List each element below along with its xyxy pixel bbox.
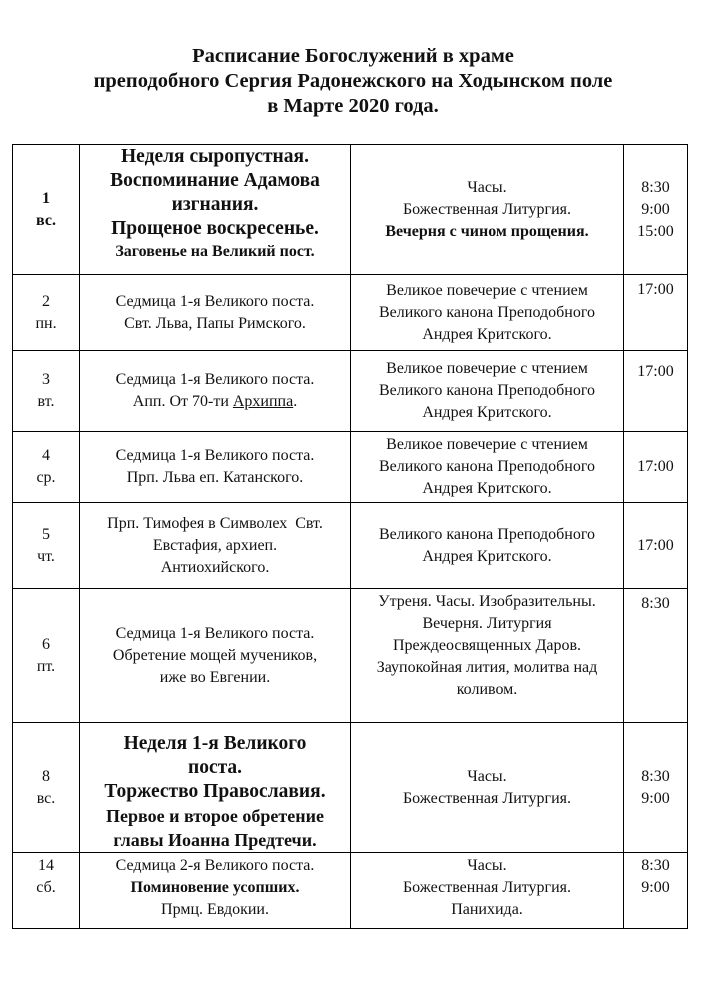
services-cell (351, 145, 624, 275)
services-cell (351, 275, 624, 351)
service-line: Великое повечерие с чтением (386, 360, 588, 377)
service-line: Часы. (467, 767, 507, 785)
service-line: Часы. (467, 178, 507, 196)
services-cell (351, 432, 624, 503)
title-line-2: преподобного Сергия Радонежского на Ходынском поле (93, 70, 613, 92)
time: 9:00 (641, 789, 670, 807)
day-number: 3 (42, 371, 50, 388)
service-line: Божественная Литургия. (402, 789, 572, 807)
occasion-text: Апп. От 70-ти (132, 393, 229, 410)
service-line: Великое повечерие с чтением (386, 436, 588, 453)
schedule-table (12, 144, 688, 929)
services-cell (351, 351, 624, 432)
service-line: Андрея Критского. (422, 404, 552, 421)
time: 17:00 (637, 536, 674, 554)
services-cell (351, 503, 624, 589)
times-cell (624, 275, 688, 351)
day-number: 8 (42, 767, 50, 785)
services-cell (351, 853, 624, 929)
day-number: 6 (42, 635, 50, 653)
occasion-line: Неделя сыропустная. (121, 146, 309, 167)
service-line: Великого канона Преподобного (378, 458, 596, 475)
times-cell (624, 723, 688, 853)
service-line: Заупокойная лития, молитва над (376, 659, 598, 676)
times-cell (624, 351, 688, 432)
service-line: Часы. (467, 857, 507, 874)
occasion-cell (80, 351, 351, 432)
occasion-cell (80, 432, 351, 503)
table-row (13, 503, 688, 589)
occasion-line: Неделя 1-я Великого (123, 733, 307, 754)
services-cell (351, 723, 624, 853)
service-line: Великого канона Преподобного (378, 303, 596, 321)
times-cell (624, 503, 688, 589)
times-cell (624, 589, 688, 723)
time: 8:30 (641, 767, 670, 785)
occasion-line: Свт. Льва, Папы Римского. (124, 314, 306, 332)
table-row (13, 589, 688, 723)
occasion-cell (80, 589, 351, 723)
table-row (13, 275, 688, 351)
date-cell (13, 503, 80, 589)
occasion-line: главы Иоанна Предтечи. (113, 830, 317, 850)
occasion-cell (80, 275, 351, 351)
day-number: 2 (42, 292, 50, 310)
table-row (13, 853, 688, 929)
time: 9:00 (641, 200, 670, 218)
archippus-link[interactable]: Архиппа (232, 393, 294, 410)
table-row (13, 432, 688, 503)
weekday: пт. (36, 657, 56, 675)
occasion-cell (80, 723, 351, 853)
title-line-1: Расписание Богослужений в храме (192, 45, 514, 67)
time: 15:00 (637, 222, 674, 240)
service-line: Вечерня с чином прощения. (385, 222, 589, 240)
service-line: коливом. (456, 681, 518, 698)
time: 8:30 (641, 178, 670, 196)
time: 17:00 (637, 458, 674, 475)
service-line: Божественная Литургия. (402, 200, 572, 218)
occasion-line: изгнания. (171, 194, 259, 215)
times-cell (624, 432, 688, 503)
time: 8:30 (641, 595, 670, 612)
weekday: вс. (36, 211, 56, 229)
occasion-line: Антиохийского. (160, 558, 270, 576)
times-cell (624, 853, 688, 929)
weekday: вт. (37, 393, 55, 410)
occasion-cell (80, 503, 351, 589)
time: 9:00 (641, 879, 670, 896)
service-line: Вечерня. Литургия (422, 615, 552, 632)
occasion-line: Прп. Льва еп. Катанского. (126, 469, 304, 486)
date-cell (13, 723, 80, 853)
occasion-line: Седмица 1-я Великого поста. (115, 292, 315, 310)
occasion-line: Апп. От 70-ти Архиппа. (132, 393, 298, 410)
time: 17:00 (637, 281, 674, 298)
page-title (0, 44, 706, 119)
service-line: Преждеосвященных Даров. (392, 637, 582, 654)
date-cell (13, 275, 80, 351)
occasion-line: Заговенье на Великий пост. (115, 243, 315, 260)
day-number: 5 (42, 525, 50, 543)
service-line: Великого канона Преподобного (378, 525, 596, 543)
occasion-line: иже во Евгении. (159, 668, 271, 686)
date-cell (13, 351, 80, 432)
occasion-line: Прощеное воскресенье. (111, 218, 319, 239)
occasion-line: поста. (187, 757, 243, 778)
title-line-3: в Марте 2020 года. (267, 95, 439, 117)
weekday: сб. (36, 879, 56, 896)
occasion-line: Прмц. Евдокии. (161, 901, 269, 918)
service-line: Андрея Критского. (422, 547, 552, 565)
service-line: Божественная Литургия. (402, 879, 572, 896)
weekday: вс. (36, 789, 56, 807)
date-cell (13, 432, 80, 503)
day-number: 14 (38, 857, 54, 874)
weekday: пн. (35, 314, 57, 332)
service-line: Андрея Критского. (422, 480, 552, 497)
occasion-cell (80, 145, 351, 275)
times-cell (624, 145, 688, 275)
occasion-line: Седмица 1-я Великого поста. (115, 624, 315, 642)
date-cell (13, 589, 80, 723)
occasion-line: Седмица 1-я Великого поста. (115, 371, 315, 388)
occasion-line: Первое и второе обретение (106, 806, 324, 826)
service-line: Утреня. Часы. Изобразительны. (378, 593, 596, 610)
occasion-line: Поминовение усопших. (130, 879, 300, 896)
day-number: 4 (42, 447, 50, 464)
occasion-line: Прп. Тимофея в Символех Свт. (107, 514, 323, 532)
date-cell (13, 145, 80, 275)
services-cell (351, 589, 624, 723)
day-number: 1 (42, 189, 50, 207)
occasion-line: Обретение мощей мучеников, (112, 646, 318, 664)
service-line: Великое повечерие с чтением (386, 281, 588, 299)
time: 8:30 (641, 857, 670, 874)
service-line: Андрея Критского. (422, 325, 552, 343)
occasion-line: Евстафия, архиеп. (152, 536, 278, 554)
date-cell (13, 853, 80, 929)
time: 17:00 (637, 363, 674, 380)
occasion-line: Торжество Православия. (104, 781, 326, 802)
service-line: Панихида. (451, 901, 523, 918)
table-row (13, 351, 688, 432)
service-line: Великого канона Преподобного (378, 382, 596, 399)
occasion-cell (80, 853, 351, 929)
weekday: чт. (37, 547, 55, 565)
weekday: ср. (36, 469, 56, 486)
occasion-line: Седмица 1-я Великого поста. (115, 447, 315, 464)
table-row (13, 145, 688, 275)
occasion-line: Седмица 2-я Великого поста. (115, 857, 315, 874)
occasion-line: Воспоминание Адамова (110, 170, 320, 191)
table-row (13, 723, 688, 853)
